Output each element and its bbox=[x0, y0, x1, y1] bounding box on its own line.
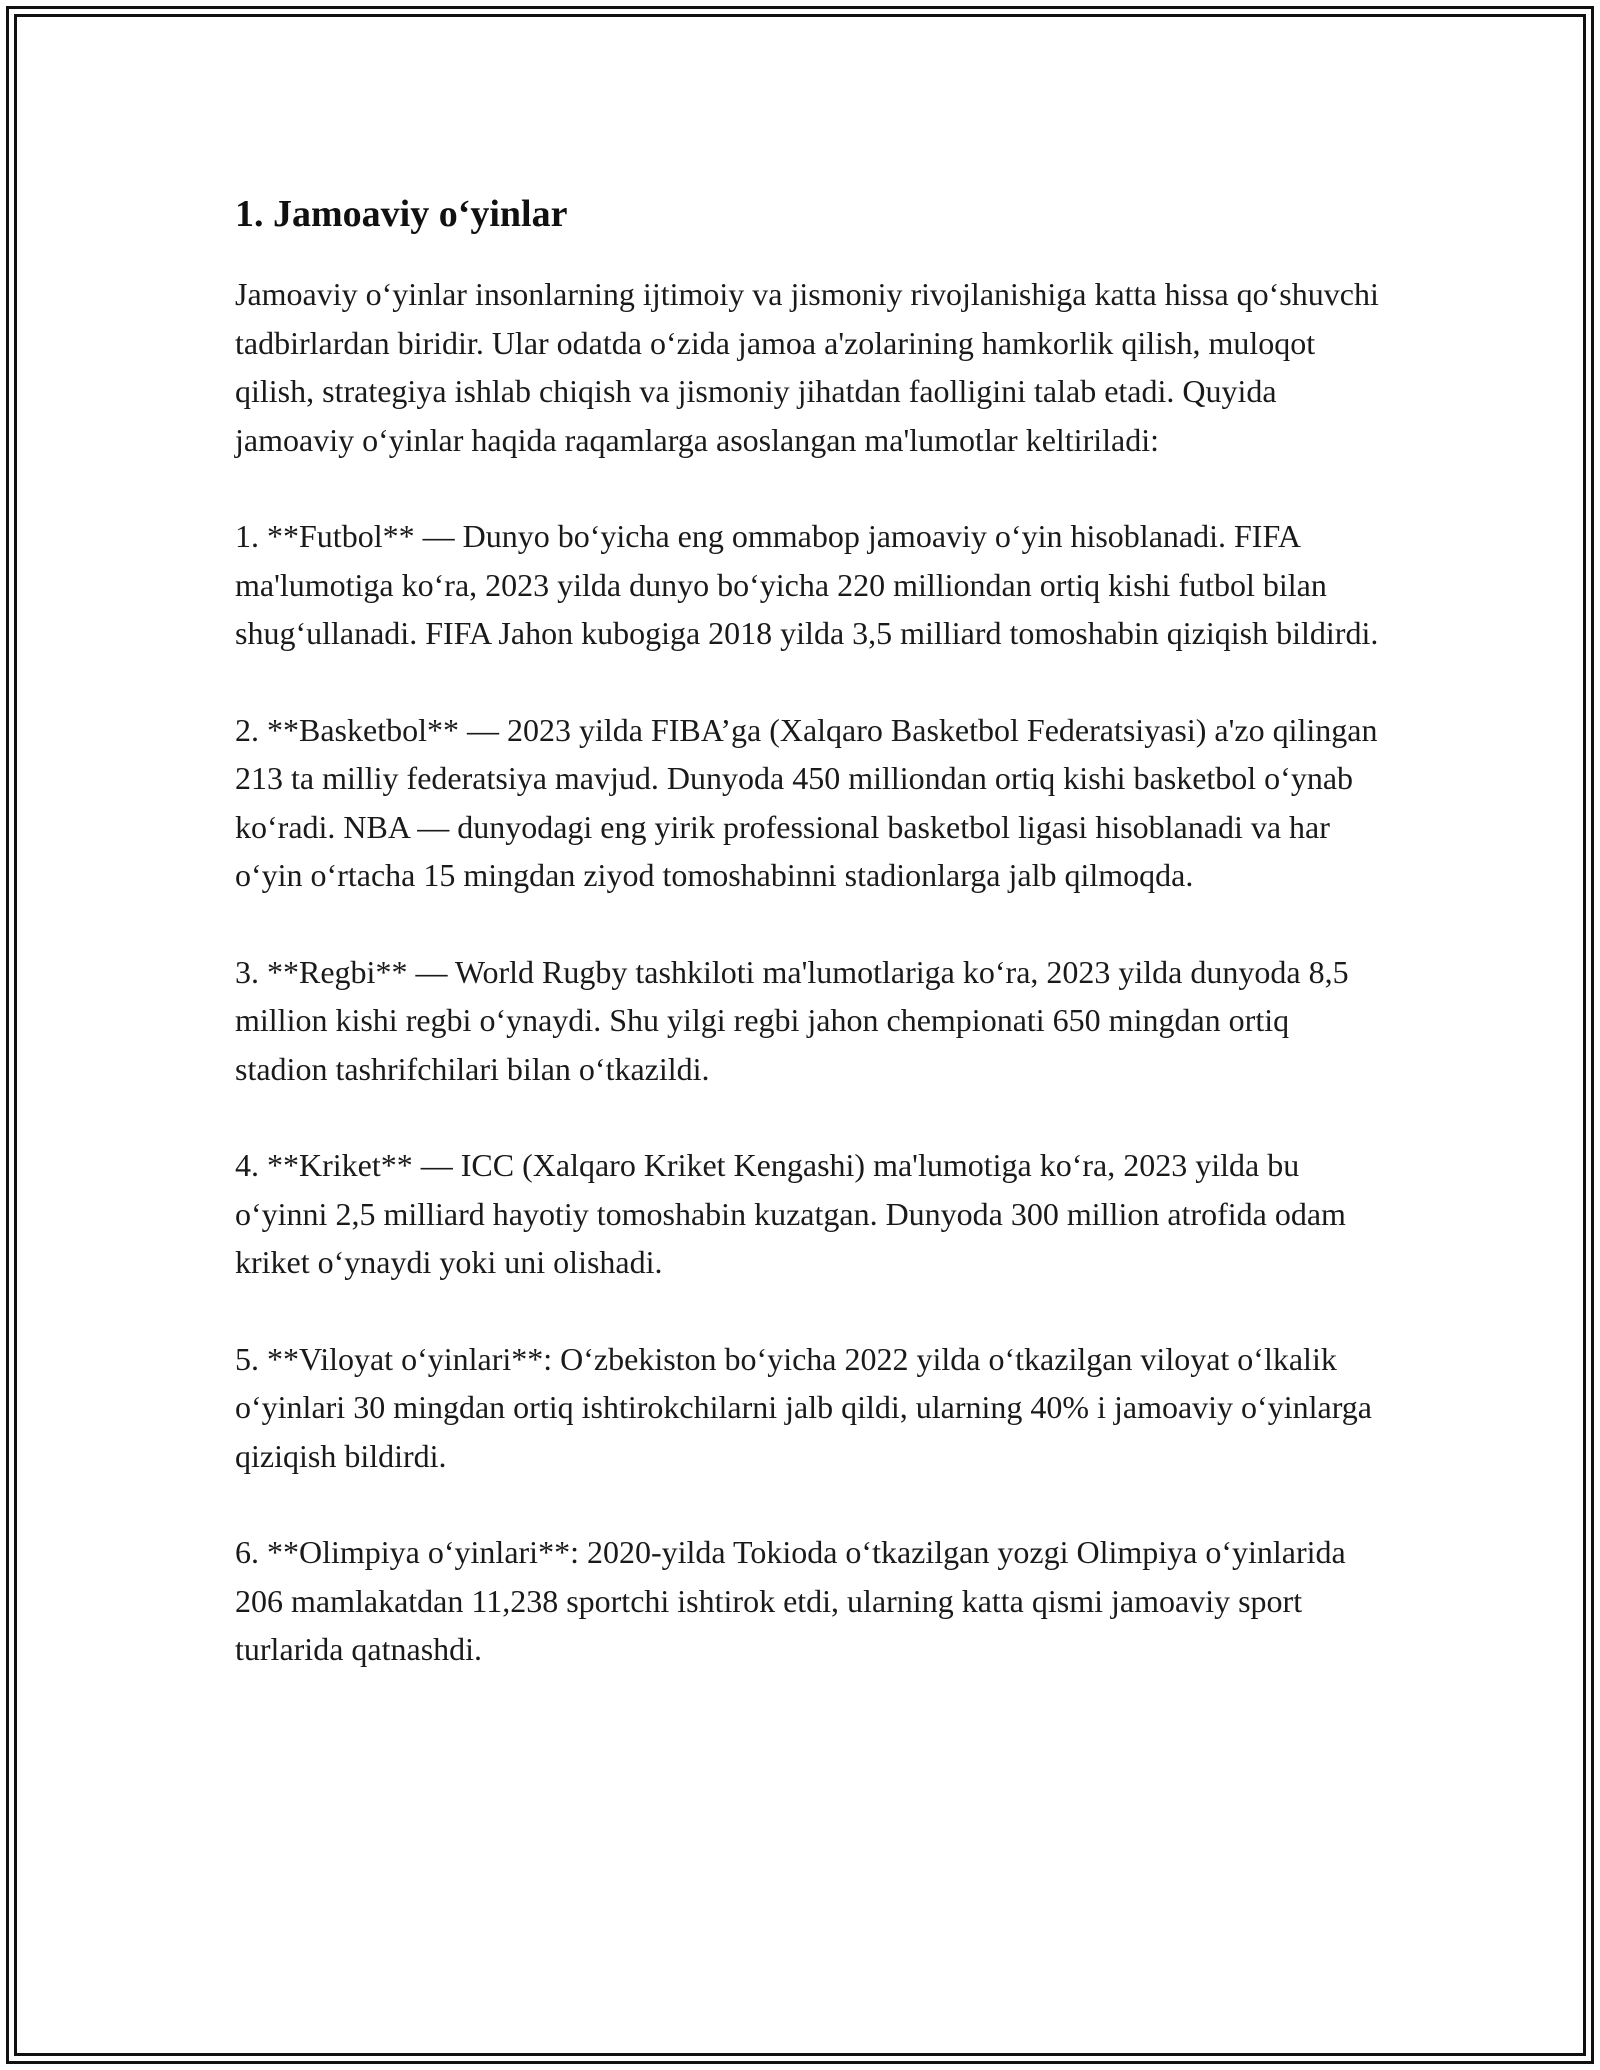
list-item-futbol: 1. **Futbol** — Dunyo bo‘yicha eng ommabop jamoaviy o‘yin hisoblanadi. FIFA ma'lumotiga ko‘ra, 2023 yilda dunyo bo‘yicha 220 milliondan ortiq kishi futbol bilan shug‘ullanadi. FIFA Jahon kubogiga 2018 yilda 3,5 milliard tomoshabin qiziqish bildirdi. bbox=[235, 518, 1379, 651]
list-item-viloyat: 5. **Viloyat o‘yinlari**: O‘zbekiston bo‘yicha 2022 yilda o‘tkazilgan viloyat o‘lkalik o‘yinlari 30 mingdan ortiq ishtirokchilarni jalb qildi, ularning 40% i jamoaviy o‘yinlarga qiziqish bildirdi. bbox=[235, 1340, 1380, 1474]
list-item-kriket: 4. **Kriket** — ICC (Xalqaro Kriket Kengashi) ma'lumotiga ko‘ra, 2023 yilda bu o‘yinni 2,5 milliard hayotiy tomoshabin kuzatgan. Dunyoda 300 million atrofida odam kriket o‘ynaydi yoki uni olishadi. bbox=[235, 1147, 1354, 1280]
document-body bbox=[235, 188, 1385, 1722]
intro-paragraph: Jamoaviy o‘yinlar insonlarning ijtimoiy va jismoniy rivojlanishiga katta hissa qo‘shuvchi tadbirlardan biridir. Ular odatda o‘zida jamoa a'zolarining hamkorlik qilish, muloqot qilish, strategiya ishlab chiqish va jismoniy jihatdan faolligini talab etadi. Quyida jamoaviy o‘yinlar haqida raqamlarga asoslangan ma'lumotlar keltiriladi: bbox=[235, 276, 1387, 458]
list-item-olimpiya: 6. **Olimpiya o‘yinlari**: 2020-yilda Tokioda o‘tkazilgan yozgi Olimpiya o‘yinlarida 206 mamlakatdan 11,238 sportchi ishtirok etdi, ularning katta qismi jamoaviy sport turlarida qatnashdi. bbox=[235, 1534, 1354, 1667]
list-item-basketbol: 2. **Basketbol** — 2023 yilda FIBA’ga (Xalqaro Basketbol Federatsiyasi) a'zo qilingan 213 ta milliy federatsiya mavjud. Dunyoda 450 milliondan ortiq kishi basketbol o‘ynab ko‘radi. NBA — dunyodagi eng yirik professional basketbol ligasi hisoblanadi va har o‘yin o‘rtacha 15 mingdan ziyod tomoshabinni stadionlarga jalb qilmoqda. bbox=[235, 711, 1386, 893]
section-heading: 1. Jamoaviy o‘yinlar bbox=[235, 193, 568, 235]
list-item-regbi: 3. **Regbi** — World Rugby tashkiloti ma'lumotlariga ko‘ra, 2023 yilda dunyoda 8,5 million kishi regbi o‘ynaydi. Shu yilgi regbi jahon chempionati 650 mingdan ortiq stadion tashrifchilari bilan o‘tkazildi. bbox=[235, 953, 1357, 1087]
